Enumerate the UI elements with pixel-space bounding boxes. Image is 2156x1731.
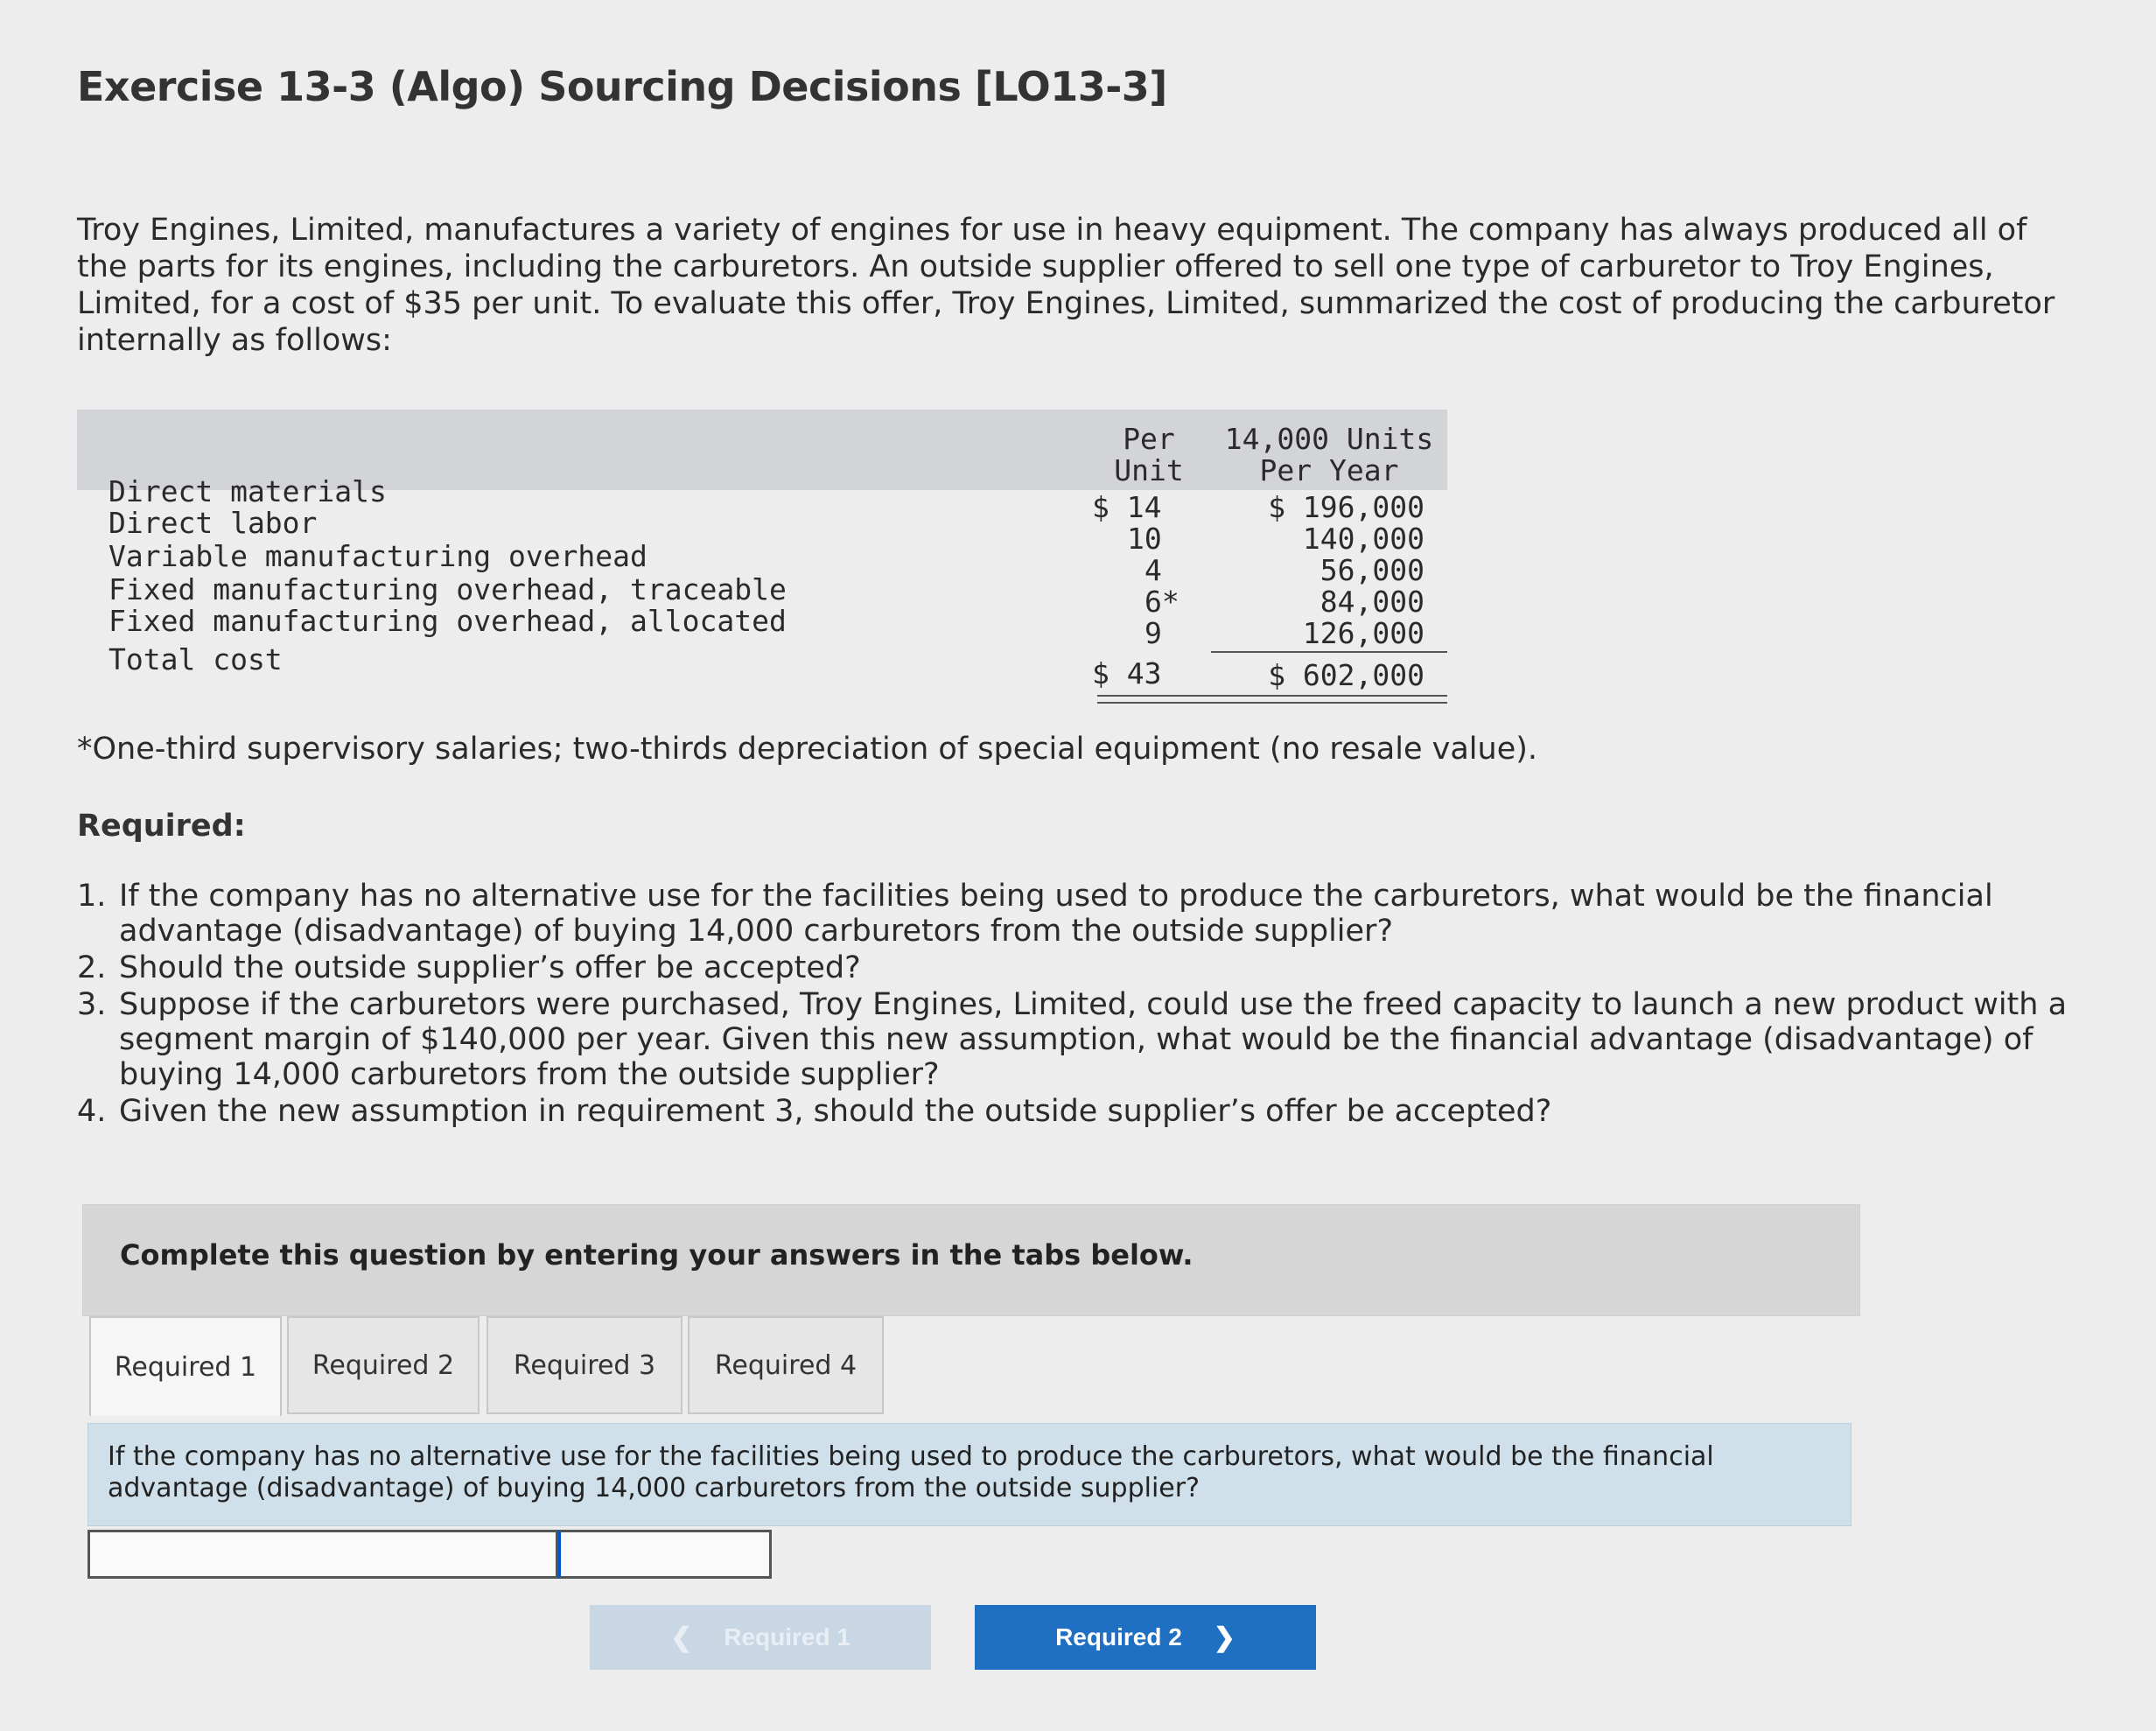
tab-required-3[interactable]: Required 3: [486, 1316, 682, 1414]
list-item-text: Suppose if the carburetors were purchased, Troy Engines, Limited, could use the freed capacity to launch a new product with a segment margin of $140,000 per year. Given this new assumption, what would be the financial advantage (disadvantage) of buying 14,000 carburetors from the outside supplier?: [119, 987, 2068, 1092]
row-per-unit: 9: [1144, 616, 1162, 650]
row-per-unit: 10: [1127, 522, 1162, 556]
list-item-number: 4.: [77, 1094, 107, 1129]
col-header-per-unit: [1101, 424, 1197, 487]
cost-table: [77, 410, 1447, 709]
row-label: Variable manufacturing overhead: [108, 539, 648, 573]
col-header-units: [1211, 424, 1447, 487]
row-per-year: 140,000: [1302, 522, 1424, 556]
subtotal-rule: [1211, 651, 1447, 653]
list-item-text: Should the outside supplier’s offer be accepted?: [119, 950, 861, 985]
row-per-unit: 4: [1144, 553, 1162, 587]
total-per-year: $ 602,000: [1268, 658, 1424, 692]
question-text: If the company has no alternative use for the facilities being used to produce the carburetors, what would be the financial advantage (disadvantage) of buying 14,000 carburetors from the outside supplier?: [108, 1441, 1714, 1503]
next-button[interactable]: [975, 1605, 1316, 1670]
instructions-text: Complete this question by entering your answers in the tabs below.: [120, 1238, 1194, 1272]
col-header-per-unit-line2: Unit: [1114, 453, 1184, 487]
row-label: Fixed manufacturing overhead, traceable: [108, 572, 787, 606]
list-item: [77, 987, 2072, 1092]
chevron-right-icon: ❯: [1213, 1622, 1236, 1652]
row-per-year: 126,000: [1302, 616, 1424, 650]
tab-required-1[interactable]: Required 1: [89, 1316, 282, 1416]
list-item-text: If the company has no alternative use for the facilities being used to produce the carburetors, what would be the financial advantage (disadvantage) of buying 14,000 carburetors from the outside supplier?: [119, 879, 1993, 949]
page-title: Exercise 13-3 (Algo) Sourcing Decisions [LO13-3]: [77, 63, 1167, 110]
row-label: Direct materials: [108, 474, 387, 508]
total-double-rule: [1097, 702, 1447, 704]
col-header-per-unit-line1: Per: [1123, 422, 1175, 456]
row-per-year: 84,000: [1320, 585, 1424, 619]
total-label: Total cost: [108, 642, 283, 676]
answer-input[interactable]: [558, 1530, 772, 1579]
footnote: *One-third supervisory salaries; two-thirds depreciation of special equipment (no resale value).: [77, 732, 1538, 767]
col-header-units-line2: Per Year: [1259, 453, 1399, 487]
requirements-list: [77, 879, 2072, 1131]
row-label: Fixed manufacturing overhead, allocated: [108, 604, 787, 638]
answer-label-cell: [88, 1530, 558, 1579]
list-item-number: 2.: [77, 950, 107, 985]
problem-intro: Troy Engines, Limited, manufactures a variety of engines for use in heavy equipment. The company has always produced all of the parts for its engines, including the carburetors. An outside supplier offered to sell one type of carburetor to Troy Engines, Limited, for a cost of $35 per unit. To evaluate this offer, Troy Engines, Limited, summarized the cost of producing the carburetor internally as follows:: [77, 213, 2055, 358]
prev-button-label: Required 1: [724, 1623, 850, 1650]
row-per-unit: 6*: [1144, 585, 1180, 619]
tab-required-4[interactable]: Required 4: [688, 1316, 884, 1414]
next-button-label: Required 2: [1055, 1623, 1182, 1650]
list-item-text: Given the new assumption in requirement 3, should the outside supplier’s offer be accepted?: [119, 1094, 1552, 1129]
question-panel: [88, 1423, 1852, 1526]
list-item: [77, 1094, 2072, 1129]
row-label: Direct labor: [108, 506, 318, 540]
row-per-unit: $ 14: [1092, 490, 1162, 524]
list-item: [77, 950, 2072, 985]
prev-button[interactable]: [590, 1605, 931, 1670]
chevron-left-icon: ❮: [670, 1622, 693, 1652]
tab-required-2[interactable]: Required 2: [287, 1316, 480, 1414]
instructions-banner: [82, 1204, 1860, 1316]
total-double-rule: [1097, 695, 1447, 697]
list-item-number: 1.: [77, 879, 107, 914]
required-heading: Required:: [77, 809, 246, 844]
list-item: [77, 879, 2072, 949]
row-per-year: $ 196,000: [1268, 490, 1424, 524]
total-per-unit: $ 43: [1092, 656, 1162, 690]
list-item-number: 3.: [77, 987, 107, 1022]
col-header-units-line1: 14,000 Units: [1224, 422, 1434, 456]
row-per-year: 56,000: [1320, 553, 1424, 587]
